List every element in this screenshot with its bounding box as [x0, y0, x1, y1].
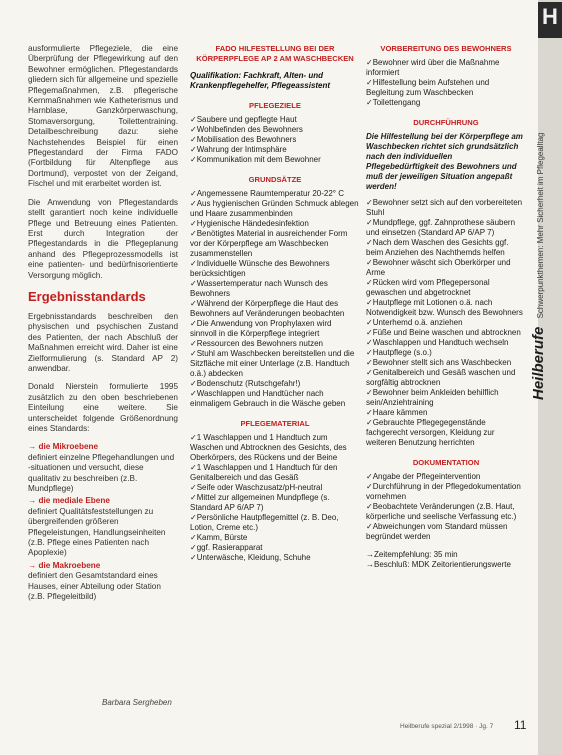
list-item: ✓ Bewohner stellt sich ans Waschbecken: [366, 358, 526, 368]
list-item: ✓ Genitalbereich und Gesäß waschen und sorgfältig abtrocknen: [366, 368, 526, 388]
section-heading: VORBEREITUNG DES BEWOHNERS: [380, 44, 512, 53]
section-heading: DURCHFÜHRUNG: [413, 118, 479, 127]
list-item: ✓ Die Anwendung von Prophylaxen wird sinnvoll in die Körperpflege integriert: [190, 319, 360, 339]
list-item: ✓ Toilettengang: [366, 98, 526, 108]
list-item: ✓ Waschlappen und Handtuch wechseln: [366, 338, 526, 348]
list-item: ✓ Benötigtes Material in ausreichender Form vor der Körperpflege am Waschbecken zusammenstellen: [190, 229, 360, 259]
list-item: ✓ Persönliche Hautpflegemittel (z. B. Deo, Lotion, Creme etc.): [190, 513, 360, 533]
level-title: → die Makroebene: [28, 560, 101, 570]
procedure-intro: Die Hilfestellung bei der Körperpflege am Waschbecken richtet sich grundsätzlich nach den individuellen Pflegebedürftigkeit des Bewohners und muß der jeweiligen Situation angepaßt werden!: [366, 132, 523, 191]
masthead-topic: Schwerpunkthemen: Mehr Sicherheit im Pflegealltag: [536, 132, 545, 319]
list-item: ✓ Wassertemperatur nach Wunsch des Bewohners: [190, 279, 360, 299]
section-heading: DOKUMENTATION: [412, 458, 480, 467]
list-item: ✓ Bewohner wird über die Maßnahme informiert: [366, 58, 526, 78]
list-item: ✓ Individuelle Wünsche des Bewohners berücksichtigen: [190, 259, 360, 279]
list-item: ✓ Durchführung in der Pflegedokumentation vornehmen: [366, 482, 526, 502]
section-title: Ergebnisstandards: [28, 288, 146, 304]
level-text: definiert Qualitätsfeststellungen zu übergreifenden größeren Pflegeleistungen, Handlungseinheiten (z.B. Pflege eines Patienten nach Apoplexie): [28, 506, 166, 558]
list-item: ✓ Mundpflege, ggf. Zahnprothese säubern und einsetzen (Standard AP 6/AP 7): [366, 218, 526, 238]
list-item: ✓ Unterwäsche, Kleidung, Schuhe: [190, 553, 360, 563]
section-letter: H: [538, 2, 562, 38]
list-item: ✓ Beobachtete Veränderungen (z.B. Haut, körperliche und seelische Verfassung etc.): [366, 502, 526, 522]
list-item: ✓ Wohlbefinden des Bewohners: [190, 125, 360, 135]
level-list: [28, 442, 178, 602]
list-item: ✓ 1 Waschlappen und 1 Handtuch für den Genitalbereich und das Gesäß: [190, 463, 360, 483]
list-item: ✓ Saubere und gepflegte Haut: [190, 115, 360, 125]
intro-paragraph: ausformulierte Pflegeziele, die eine Überprüfung der Pflegewirkung auf den Bewohner ermöglichen. Pflegestandards gliedern sich für allgemeine und spezielle Pflegemaßnahmen, z.B. pflegerische Kernmaßnahmen wie Katheterismus und Harnblase, Ganzkörperwaschung, Stomaversorgung, Toilettentraining. Detailbeschreibung dazu: siehe Nachstehendes Beispiel für einen Pflegestandard der Firma FADO (Fortbildung für Altenpflege aus Dortmund), verpostet von der Zeigand, Fischel und mit erarbeitet worden ist.: [28, 44, 178, 189]
list-item: ✓ Aus hygienischen Gründen Schmuck ablegen und Haare zusammenbinden: [190, 199, 360, 219]
list-item: ✓ Füße und Beine waschen und abtrocknen: [366, 328, 526, 338]
list-item: ✓ Waschlappen und Handtücher nach einmaligem Gebrauch in die Wäsche geben: [190, 389, 360, 409]
author-signature: Barbara Sergheben: [102, 698, 172, 707]
list-item: ✓ Bodenschutz (Rutschgefahr!): [190, 379, 360, 389]
magazine-name: Heilberufe: [530, 326, 547, 400]
qualification: Qualifikation: Fachkraft, Alten- und Krankenpflegehelfer, Pflegeassistent: [190, 71, 331, 91]
vertical-masthead: [530, 80, 547, 400]
list-item: ✓ Hautpflege (s.o.): [366, 348, 526, 358]
page-number: 11: [514, 718, 527, 732]
list-item: ✓ Abweichungen vom Standard müssen begründet werden: [366, 522, 526, 542]
list-item: ✓ Mobilisation des Bewohners: [190, 135, 360, 145]
section-heading: GRUNDSÄTZE: [248, 175, 302, 185]
list-item: ✓ ggf. Rasierapparat: [190, 543, 360, 553]
list-item: ✓ Nach dem Waschen des Gesichts ggf. beim Anziehen des Nachthemds helfen: [366, 238, 526, 258]
list-item: ✓ Angabe der Pflegeintervention: [366, 472, 526, 482]
footer-journal: Heilberufe spezial 2/1998 · Jg. 7: [400, 723, 494, 730]
paragraph-4: Donald Nierstein formulierte 1995 zusätzlich zu den oben beschriebenen Einteilung eine weitere. Sie unterscheidet folgende Größenordnung eines Standards:: [28, 382, 178, 433]
list-item: ✓ Bewohner setzt sich auf den vorbereiteten Stuhl: [366, 198, 526, 218]
standard-box-middle: [190, 44, 360, 563]
section-heading: PFLEGEZIELE: [249, 101, 301, 111]
level-text: definiert einzelne Pflegehandlungen und -situationen und versucht, diese qualitativ zu beschreiben (z.B. Mundpflege): [28, 452, 175, 494]
list-item: ✓ 1 Waschlappen und 1 Handtuch zum Waschen und Abtrocknen des Gesichts, des Oberkörpers, des Rückens und der Beine: [190, 433, 360, 463]
section-heading: PFLEGEMATERIAL: [240, 419, 310, 429]
list-item: ✓ Haare kämmen: [366, 408, 526, 418]
list-item: ✓ Hygienische Händedesinfektion: [190, 219, 360, 229]
list-item: ✓ Seife oder Waschzusatz/pH-neutral: [190, 483, 360, 493]
paragraph-3: Ergebnisstandards beschreiben den physischen und psychischen Zustand des Patienten, der nach Abschluß der Maßnahmen erreicht wird. Daher ist eine Zielformulierung (s. Standard AP 2) anwendbar.: [28, 311, 178, 373]
time-recommendation: →Zeitempfehlung: 35 min: [366, 550, 458, 559]
list-item: ✓ Angemessene Raumtemperatur 20-22° C: [190, 189, 360, 199]
standard-title: FADO HILFESTELLUNG BEI DER KÖRPERPFLEGE AP 2 AM WASCHBECKEN: [196, 44, 354, 63]
list-item: ✓ Während der Körperpflege die Haut des Bewohners auf Veränderungen beobachten: [190, 299, 360, 319]
list-item: ✓ Bewohner beim Ankleiden behilflich sein/Anziehtraining: [366, 388, 526, 408]
resolution-note: →Beschluß: MDK Zeitorientierungswerte: [366, 560, 511, 569]
list-item: ✓ Bewohner wäscht sich Oberkörper und Arme: [366, 258, 526, 278]
list-item: ✓ Rücken wird vom Pflegepersonal gewaschen und abgetrocknet: [366, 278, 526, 298]
standard-box-right: [366, 44, 526, 570]
list-item: ✓ Mittel zur allgemeinen Mundpflege (s. Standard AP 6/AP 7): [190, 493, 360, 513]
level-text: definiert den Gesamtstandard eines Hauses, einer Abteilung oder Station (z.B. Pflegeleitbild): [28, 571, 161, 602]
list-item: ✓ Stuhl am Waschbecken bereitstellen und die Sitzfläche mit einer Unterlage (z.B. Handtuch o.ä.) abdecken: [190, 349, 360, 379]
list-item: ✓ Wahrung der Intimsphäre: [190, 145, 360, 155]
list-item: ✓ Kamm, Bürste: [190, 533, 360, 543]
left-column: [28, 44, 178, 605]
paragraph-2: Die Anwendung von Pflegestandards stellt garantiert noch keine individuelle Pflege und Betreuung eines Patienten. Erst durch Integration der Pflegestandards in die Pflegeplanung anhand des Pflegeprozessmodells ist eine patienten- und bedürfnisorientierte Versorgung möglich.: [28, 197, 178, 280]
list-item: ✓ Unterhemd o.ä. anziehen: [366, 318, 526, 328]
list-item: ✓ Hilfestellung beim Aufstehen und Begleitung zum Waschbecken: [366, 78, 526, 98]
list-item: ✓ Kommunikation mit dem Bewohner: [190, 155, 360, 165]
list-item: ✓ Ressourcen des Bewohners nutzen: [190, 339, 360, 349]
list-item: ✓ Hautpflege mit Lotionen o.ä. nach Notwendigkeit bzw. Wunsch des Bewohners: [366, 298, 526, 318]
level-title: → die Mikroebene: [28, 442, 99, 452]
list-item: ✓ Gebrauchte Pflegegegenstände fachgerecht versorgen, Kleidung zur weiteren Benutzung herrichten: [366, 418, 526, 448]
level-title: → die mediale Ebene: [28, 496, 110, 506]
